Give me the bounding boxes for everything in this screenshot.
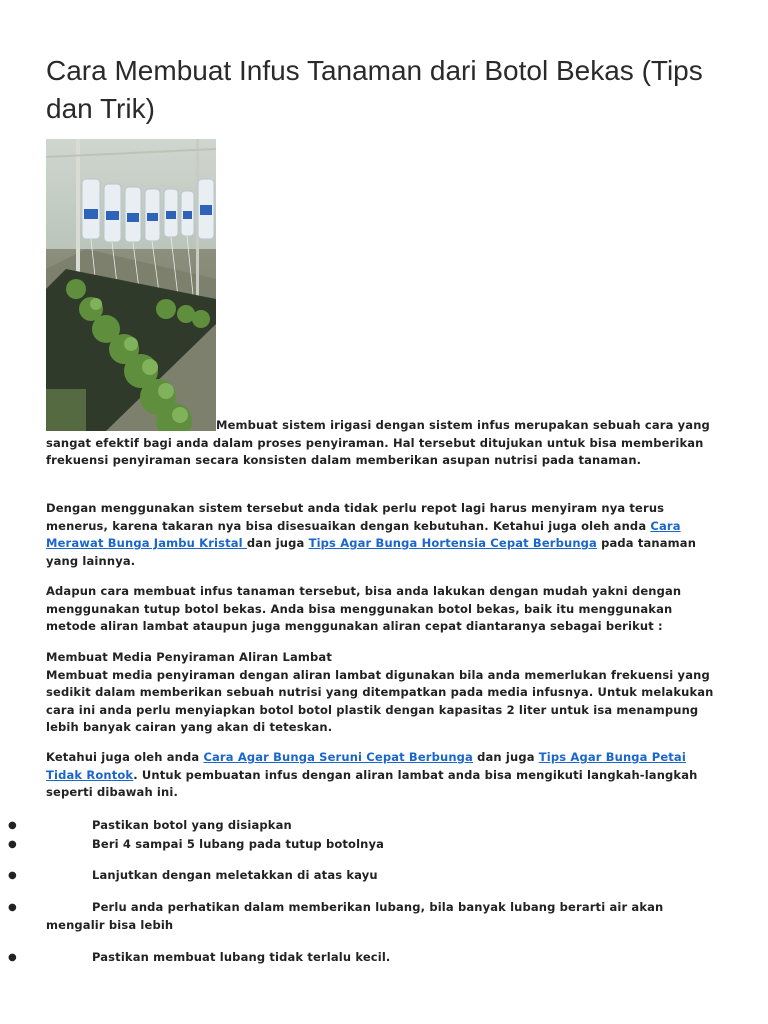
section-heading: Membuat Media Penyiraman Aliran Lambat [46,650,332,664]
link-cara-merawat-bunga-jambu-kristal[interactable]: Cara Merawat Bunga Jambu Kristal [46,518,681,550]
bottle-infusion-photo [46,139,216,431]
list-item: ● Pastikan botol yang disiapkan [8,818,292,832]
photo-image [46,139,216,431]
list-item: ● Beri 4 sampai 5 lubang pada tutup botolnya [8,837,385,851]
paragraph-intro: Membuat sistem irigasi dengan sistem infus merupakan sebuah cara yang sangat efektif bagi anda dalam proses penyiraman. Hal tersebut ditujukan untuk bisa memberikan frekuensi penyiraman secara konsisten dalam memberikan asupan nutrisi pada tanaman. [46,418,710,467]
list-item: ● Pastikan membuat lubang tidak terlalu kecil. [8,950,391,964]
link-tips-bunga-hortensia[interactable]: Tips Agar Bunga Hortensia Cepat Berbunga [308,536,597,550]
link-cara-bunga-seruni[interactable]: Cara Agar Bunga Seruni Cepat Berbunga [203,750,473,764]
paragraph-4: Membuat media penyiraman dengan aliran lambat digunakan bila anda memerlukan frekuensi yang sedikit dalam memberikan sebuah nutrisi yang ditempatkan pada media infusnya. Untuk melakukan cara ini anda perlu menyiapkan botol botol plastik dengan kapasitas 2 liter untuk isa menampung lebih banyak cairan yang akan di teteskan. [46,667,714,734]
link-tips-bunga-petai[interactable]: Tips Agar Bunga Petai Tidak Rontok [46,750,686,782]
paragraph-5: Ketahui juga oleh anda Cara Agar Bunga Seruni Cepat Berbunga dan juga Tips Agar Bunga Petai Tidak Rontok. Untuk pembuatan infus dengan aliran lambat anda bisa mengikuti langkah-langkah seperti dibawah ini. [46,750,698,799]
paragraph-2: Dengan menggunakan sistem tersebut anda tidak perlu repot lagi harus menyiram nya terus menerus, karena takaran nya bisa disesuaikan dengan kebutuhan. Ketahui juga oleh anda Cara Merawat Bunga Jambu Kristal dan juga Tips Agar Bunga Hortensia Cepat Berbunga pada tanaman yang lainnya. [46,501,697,568]
paragraph-3: Adapun cara membuat infus tanaman tersebut, bisa anda lakukan dengan mudah yakni dengan menggunakan tutup botol bekas. Anda bisa menggunakan botol bekas, baik itu menggunakan metode aliran lambat ataupun juga menggunakan aliran cepat diantaranya sebagai berikut : [46,584,682,633]
section-slow-flow [46,649,726,737]
list-item: ● Lanjutkan dengan meletakkan di atas kayu [8,868,378,882]
page-title: Cara Membuat Infus Tanaman dari Botol Bekas (Tips dan Trik) [46,55,703,124]
list-item: ● Perlu anda perhatikan dalam memberikan lubang, bila banyak lubang berarti air akan mengalir bisa lebih [8,900,664,932]
